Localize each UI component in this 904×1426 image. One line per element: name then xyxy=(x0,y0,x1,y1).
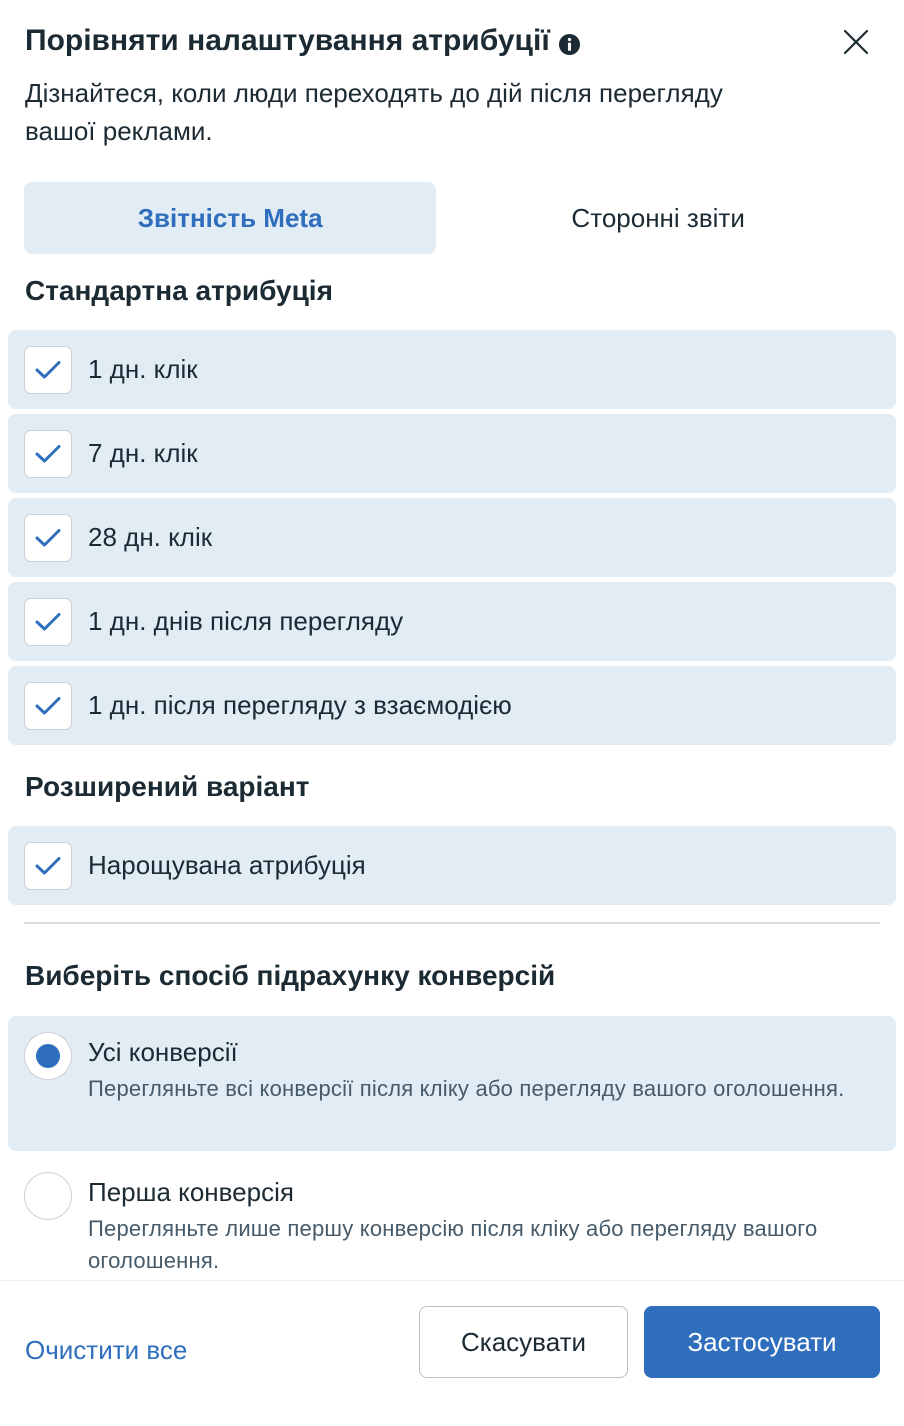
dialog-footer xyxy=(0,1280,904,1426)
checkbox-row-28-day-click[interactable] xyxy=(8,498,896,577)
conversion-counting-heading: Виберіть спосіб підрахунку конверсій xyxy=(25,960,556,991)
checkbox-label: Нарощувана атрибуція xyxy=(88,850,366,880)
radio-description: Перегляньте лише першу конверсію після кліку або перегляду вашого оголошення. xyxy=(88,1216,818,1273)
checkmark-icon xyxy=(35,696,61,716)
checkmark-icon xyxy=(35,444,61,464)
tab-third-party-reports[interactable]: Сторонні звіти xyxy=(571,202,745,233)
checkbox-row-1-day-click[interactable] xyxy=(8,330,896,409)
radio-title: Перша конверсія xyxy=(88,1177,294,1207)
tab-meta-reporting[interactable]: Звітність Meta xyxy=(24,182,436,254)
checkbox-row-incremental-attribution[interactable] xyxy=(8,826,896,905)
dialog-title: Порівняти налаштування атрибуції xyxy=(25,24,550,57)
report-tabs xyxy=(24,182,880,254)
radio-selected-dot xyxy=(36,1044,60,1068)
divider xyxy=(24,922,880,924)
checkmark-icon xyxy=(35,612,61,632)
radio-option-all-conversions[interactable] xyxy=(8,1016,896,1151)
info-icon[interactable] xyxy=(558,30,581,53)
radio-description: Перегляньте всі конверсії після кліку або перегляду вашого оголошення. xyxy=(88,1076,845,1101)
radio-title: Усі конверсії xyxy=(88,1037,238,1067)
checkbox[interactable] xyxy=(24,514,72,562)
checkbox[interactable] xyxy=(24,682,72,730)
close-icon xyxy=(843,29,869,60)
advanced-option-heading: Розширений варіант xyxy=(25,771,310,802)
checkmark-icon xyxy=(35,856,61,876)
cancel-button[interactable]: Скасувати xyxy=(419,1306,628,1378)
checkbox[interactable] xyxy=(24,842,72,890)
checkbox[interactable] xyxy=(24,430,72,478)
checkbox-label: 1 дн. після перегляду з взаємодією xyxy=(88,690,512,720)
checkbox-label: 7 дн. клік xyxy=(88,438,198,468)
radio-button[interactable] xyxy=(24,1032,72,1080)
radio-option-first-conversion[interactable] xyxy=(8,1156,896,1280)
checkbox-label: 28 дн. клік xyxy=(88,522,213,552)
dialog-title-row xyxy=(25,24,581,58)
checkbox-row-1-day-view[interactable] xyxy=(8,582,896,661)
apply-button[interactable]: Застосувати xyxy=(644,1306,880,1378)
dialog-subtitle: Дізнайтеся, коли люди переходять до дій після перегляду вашої реклами. xyxy=(25,78,723,146)
checkmark-icon xyxy=(35,360,61,380)
checkmark-icon xyxy=(35,528,61,548)
standard-attribution-heading: Стандартна атрибуція xyxy=(25,275,333,306)
checkbox-row-1-day-engaged-view[interactable] xyxy=(8,666,896,745)
clear-all-link[interactable]: Очистити все xyxy=(25,1335,188,1365)
close-button[interactable] xyxy=(836,24,876,64)
checkbox-label: 1 дн. клік xyxy=(88,354,198,384)
radio-button[interactable] xyxy=(24,1172,72,1220)
checkbox[interactable] xyxy=(24,346,72,394)
checkbox-label: 1 дн. днів після перегляду xyxy=(88,606,404,636)
checkbox-row-7-day-click[interactable] xyxy=(8,414,896,493)
checkbox[interactable] xyxy=(24,598,72,646)
